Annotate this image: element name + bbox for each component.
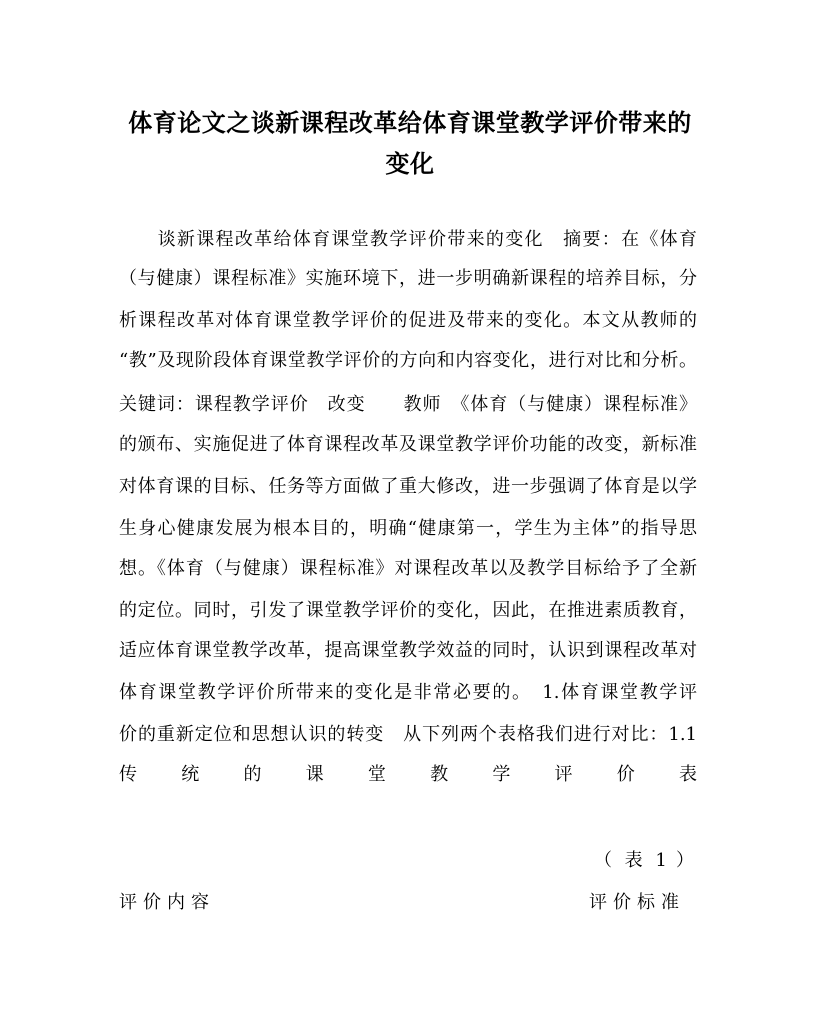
table-header-left: 评价内容	[119, 892, 215, 913]
table-label: （ 表 1 ）	[594, 850, 694, 871]
body-line-1: 谈新课程改革给体育课堂教学评价带来的变化 摘要：在《体育	[119, 229, 697, 250]
body-line-3: 析课程改革对体育课堂教学评价的促进及带来的变化。本文从教师的	[119, 310, 697, 331]
body-line-6: 的颁布、实施促进了体育课程改革及课堂教学评价功能的改变，新标准	[119, 434, 697, 455]
body-line-7: 对体育课的目标、任务等方面做了重大修改，进一步强调了体育是以学	[119, 476, 697, 497]
table-header-right: 评价标准	[589, 892, 685, 913]
body-line-14: 传 统 的 课 堂 教 学 评 价 表	[119, 764, 697, 785]
body-line-10: 的定位。同时，引发了课堂教学评价的变化，因此，在推进素质教育，	[119, 600, 697, 621]
document-title-continued: 变化	[385, 149, 435, 178]
body-line-8: 生身心健康发展为根本目的，明确“健康第一，学生为主体”的指导思	[119, 518, 697, 539]
body-line-11: 适应体育课堂教学改革，提高课堂教学效益的同时，认识到课程改革对	[119, 640, 697, 661]
body-line-12: 体育课堂教学评价所带来的变化是非常必要的。 1.体育课堂教学评	[119, 682, 697, 703]
body-line-5: 关键词：课程教学评价 改变 教师 《体育（与健康）课程标准》	[119, 394, 697, 415]
body-line-9: 想。《体育（与健康）课程标准》对课程改革以及教学目标给予了全新	[119, 558, 697, 579]
body-line-2: （与健康）课程标准》实施环境下，进一步明确新课程的培养目标，分	[119, 268, 697, 289]
body-line-13: 价的重新定位和思想认识的转变 从下列两个表格我们进行对比：1.1	[119, 724, 697, 745]
body-line-4: “教”及现阶段体育课堂教学评价的方向和内容变化，进行对比和分析。	[119, 350, 697, 371]
document-title: 体育论文之谈新课程改革给体育课堂教学评价带来的	[128, 108, 692, 137]
